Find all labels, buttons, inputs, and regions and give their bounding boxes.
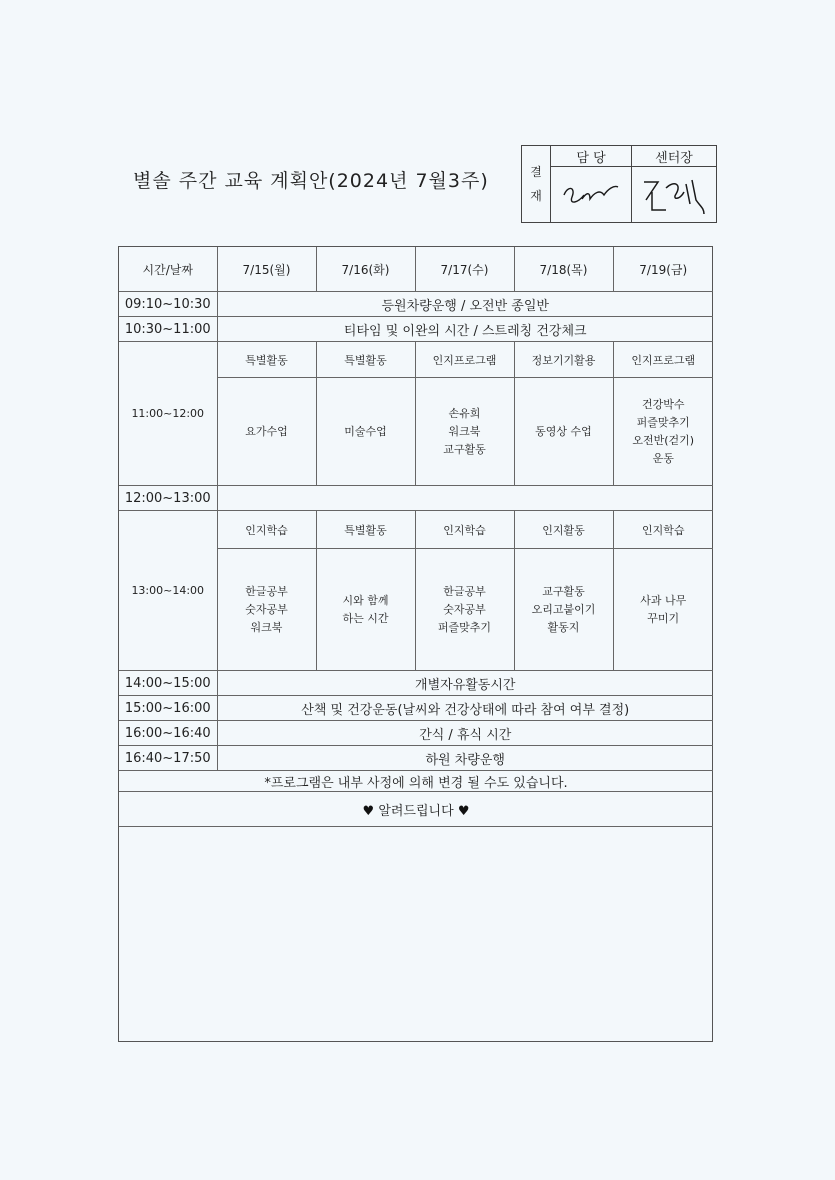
content-line: 한글공부 [245, 584, 288, 598]
row-1400 [119, 671, 713, 696]
row-1300-tags [119, 511, 713, 549]
content-line: 건강박수 [641, 397, 685, 411]
content-line: 사과 나무 [640, 593, 687, 607]
schedule-note: *프로그램은 내부 사정에 의해 변경 될 수도 있습니다. [119, 771, 713, 792]
header-time-date: 시간/날짜 [119, 247, 217, 292]
activity-cell [217, 486, 713, 511]
tag-cell: 특별활동 [217, 342, 316, 378]
schedule-table [118, 246, 713, 1042]
content-line: 활동지 [547, 620, 580, 634]
content-cell [217, 549, 316, 671]
content-line: 교구활동 [542, 584, 585, 598]
row-0910 [119, 292, 713, 317]
content-cell [613, 378, 713, 486]
activity-cell: 티타임 및 이완의 시간 / 스트레칭 건강체크 [217, 317, 713, 342]
tag-cell: 정보기기활용 [514, 342, 613, 378]
header-day-mon: 7/15(월) [217, 247, 316, 292]
content-cell [415, 549, 514, 671]
row-1030 [119, 317, 713, 342]
content-line: 교구활동 [443, 442, 486, 456]
activity-cell: 하원 차량운행 [217, 746, 713, 771]
row-1640 [119, 746, 713, 771]
activity-cell: 간식 / 휴식 시간 [217, 721, 713, 746]
content-line: 워크북 [448, 424, 481, 438]
page-title: 별솔 주간 교육 계획안(2024년 7월3주) [133, 170, 489, 192]
content-line: 숫자공부 [443, 602, 486, 616]
notice-label: 알려드립니다 [378, 803, 454, 819]
tag-cell: 인지학습 [415, 511, 514, 549]
time-cell: 13:00~14:00 [119, 511, 217, 671]
header-day-tue: 7/16(화) [316, 247, 415, 292]
content-line: 숫자공부 [245, 602, 288, 616]
content-line: 퍼즐맞추기 [437, 620, 492, 634]
content-cell [316, 378, 415, 486]
notice-body-row [119, 827, 713, 1032]
header-day-thu: 7/18(목) [514, 247, 613, 292]
content-line: 요가수업 [245, 424, 288, 438]
heart-icon: ♥ [362, 803, 375, 819]
time-cell: 16:40~17:50 [119, 746, 217, 771]
content-cell [316, 549, 415, 671]
content-cell [415, 378, 514, 486]
row-1500 [119, 696, 713, 721]
content-line: 꾸미기 [647, 611, 680, 625]
notice-header [119, 792, 713, 827]
approval-side-label [522, 146, 551, 223]
content-cell [514, 549, 613, 671]
tag-cell: 인지프로그램 [613, 342, 713, 378]
content-line: 미술수업 [344, 424, 387, 438]
time-cell: 12:00~13:00 [119, 486, 217, 511]
content-line: 시와 함께 [342, 593, 389, 607]
row-1600 [119, 721, 713, 746]
notice-header-row [119, 792, 713, 827]
time-cell: 14:00~15:00 [119, 671, 217, 696]
header-day-wed: 7/17(수) [415, 247, 514, 292]
activity-cell: 개별자유활동시간 [217, 671, 713, 696]
activity-cell: 등원차량운행 / 오전반 종일반 [217, 292, 713, 317]
tag-cell: 인지학습 [613, 511, 713, 549]
row-1200 [119, 486, 713, 511]
heart-icon: ♥ [457, 803, 470, 819]
tag-cell: 인지프로그램 [415, 342, 514, 378]
manager-signature [551, 167, 632, 223]
content-cell [613, 549, 713, 671]
content-line: 오전반(걷기) [632, 433, 695, 447]
approval-manager-header: 담 당 [551, 146, 632, 167]
content-line: 손유희 [448, 406, 481, 420]
content-line: 운동 [652, 451, 674, 465]
content-line: 오리고붙이기 [531, 602, 596, 616]
content-line: 한글공부 [443, 584, 486, 598]
approval-side-label-1: 결 [530, 165, 542, 179]
notice-body [119, 827, 713, 1032]
content-cell [514, 378, 613, 486]
approval-side-label-2: 재 [530, 189, 542, 203]
content-line: 하는 시간 [342, 611, 389, 625]
header-row [119, 247, 713, 292]
time-cell: 11:00~12:00 [119, 342, 217, 486]
content-line: 퍼즐맞추기 [636, 415, 690, 429]
approval-box [521, 145, 717, 223]
approval-director-header: 센터장 [632, 146, 717, 167]
time-cell: 15:00~16:00 [119, 696, 217, 721]
activity-cell: 산책 및 건강운동(날씨와 건강상태에 따라 참여 여부 결정) [217, 696, 713, 721]
content-cell [217, 378, 316, 486]
content-line: 동영상 수업 [535, 424, 592, 438]
tag-cell: 특별활동 [316, 342, 415, 378]
tag-cell: 특별활동 [316, 511, 415, 549]
time-cell: 09:10~10:30 [119, 292, 217, 317]
header-day-fri: 7/19(금) [613, 247, 713, 292]
note-row [119, 771, 713, 792]
tag-cell: 인지활동 [514, 511, 613, 549]
time-cell: 10:30~11:00 [119, 317, 217, 342]
time-cell: 16:00~16:40 [119, 721, 217, 746]
director-signature [632, 167, 717, 223]
content-line: 워크북 [250, 620, 283, 634]
tag-cell: 인지학습 [217, 511, 316, 549]
row-1100-tags [119, 342, 713, 378]
